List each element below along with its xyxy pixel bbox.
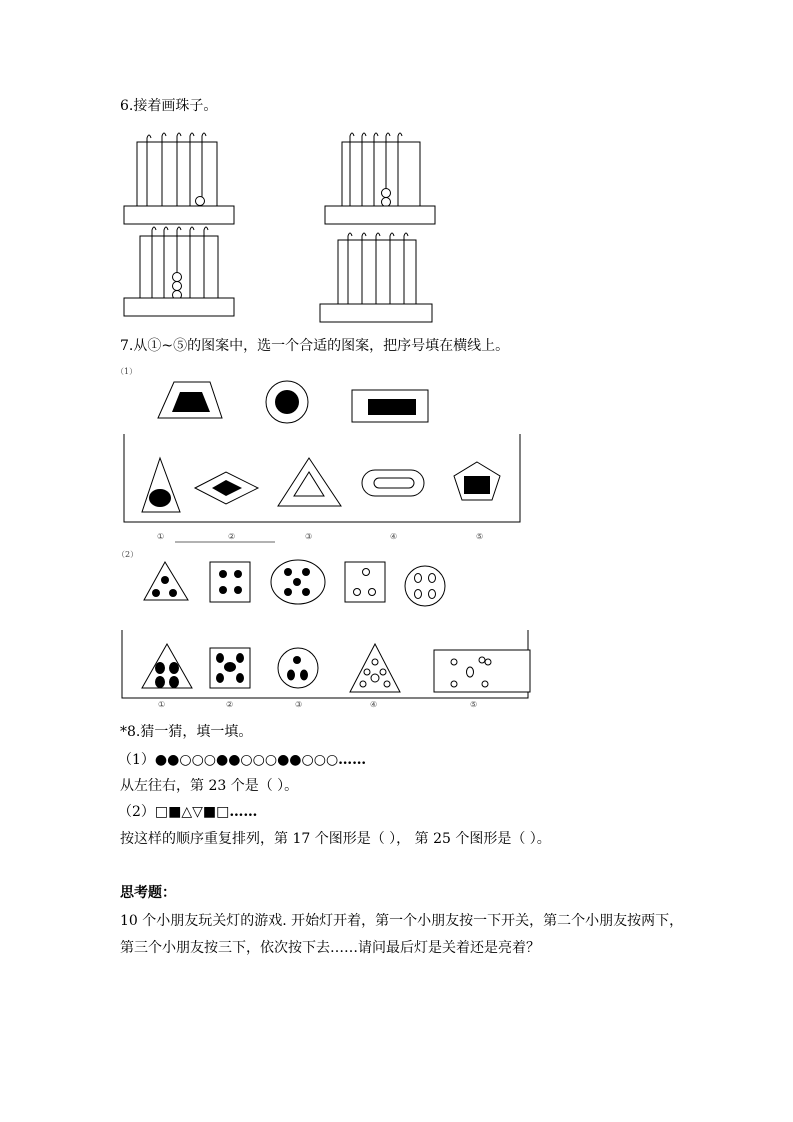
q8-part1-question: 从左往右，第 23 个是（ ）。 bbox=[120, 778, 299, 794]
q7-part2-option-3: ③ bbox=[295, 700, 303, 709]
q7-part1-option-5: ⑤ bbox=[476, 532, 484, 541]
q7-part2-options-box bbox=[120, 630, 530, 702]
filled-rectangle-shape bbox=[368, 399, 416, 415]
answer-blank-line[interactable] bbox=[175, 540, 275, 544]
q7-part2-label: （2） bbox=[117, 550, 139, 559]
abacus-3 bbox=[120, 222, 240, 322]
q7-part1-option-1: ① bbox=[157, 532, 165, 541]
q8-part1-label: （1） bbox=[118, 752, 155, 768]
abacus-4 bbox=[318, 226, 438, 326]
q7-title: 7.从①~⑤的图案中，选一个合适的图案，把序号填在横线上。 bbox=[120, 338, 510, 354]
q8-part2-question: 按这样的顺序重复排列，第 17 个图形是（ ）， 第 25 个图形是（ ）。 bbox=[120, 831, 551, 847]
q8-part2-sequence: □■△▽■□…… bbox=[154, 804, 258, 820]
q8-part2 bbox=[118, 803, 257, 821]
q7-part1-sequence bbox=[150, 378, 440, 428]
q7-part2-option-4: ④ bbox=[370, 700, 378, 709]
q7-part1-options-box bbox=[120, 432, 522, 527]
q7-part1-option-3: ③ bbox=[305, 532, 313, 541]
q8-part1 bbox=[118, 751, 366, 769]
think-line-1: 10 个小朋友玩关灯的游戏. 开始灯开着，第一个小朋友按一下开关，第二个小朋友按两下， bbox=[120, 913, 684, 929]
filled-circle-shape bbox=[275, 390, 299, 414]
abacus-2 bbox=[322, 128, 442, 228]
q7-part1-option-4: ④ bbox=[390, 532, 398, 541]
abacus-1 bbox=[120, 128, 240, 228]
q7-part2-option-1: ① bbox=[158, 700, 166, 709]
q6-title: 6.接着画珠子。 bbox=[120, 98, 218, 114]
q7-part1-option-2: ② bbox=[228, 532, 236, 541]
q7-part2-option-5: ⑤ bbox=[470, 700, 478, 709]
q8-part1-sequence: ●●○○○●●○○○●●○○○…… bbox=[154, 752, 367, 768]
q7-part2-sequence bbox=[140, 558, 460, 614]
q8-part2-label: （2） bbox=[118, 804, 155, 820]
q8-title: *8.猜一猜，填一填。 bbox=[120, 724, 253, 740]
think-line-2: 第三个小朋友按三下，依次按下去……请问最后灯是关着还是亮着？ bbox=[120, 940, 540, 956]
q7-part1-label: （1） bbox=[116, 367, 138, 376]
q7-part2-option-2: ② bbox=[226, 700, 234, 709]
think-heading: 思考题： bbox=[120, 885, 176, 901]
